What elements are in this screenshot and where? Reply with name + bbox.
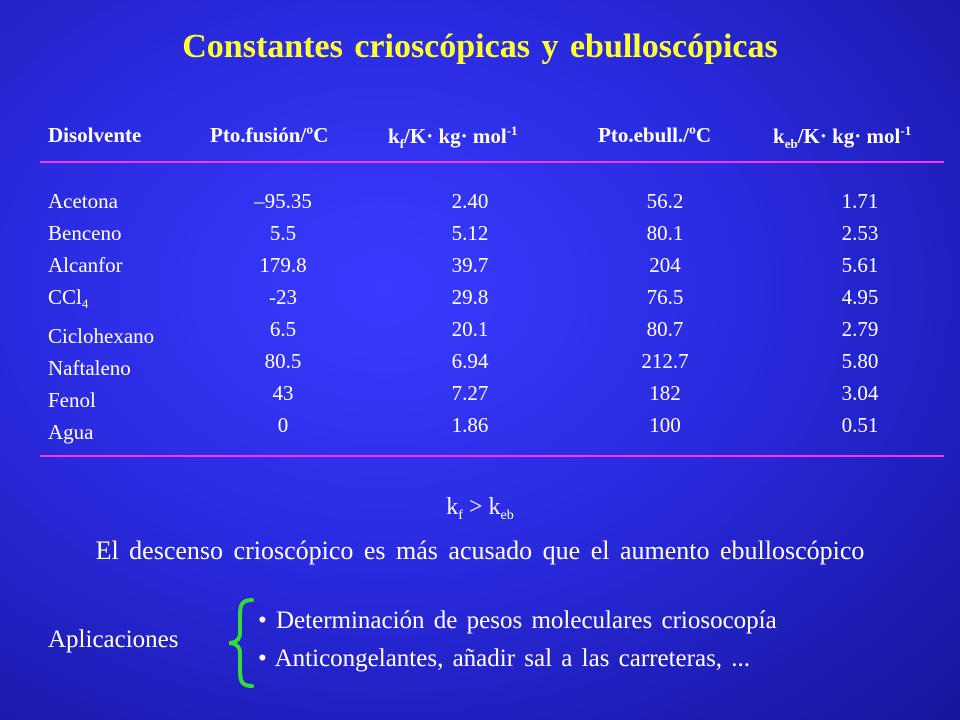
table-cell: 80.1: [646, 221, 684, 245]
table-cell: 5.61: [841, 253, 879, 277]
table-cell: Alcanfor: [48, 253, 123, 277]
table-cell: 29.8: [451, 285, 489, 309]
column-melting-point: [218, 185, 348, 441]
table-cell: 1.86: [451, 413, 489, 437]
slide-title: Constantes crioscópicas y ebulloscópicas: [182, 28, 778, 65]
list-item: • Determinación de pesos moleculares criosocopía: [258, 607, 777, 634]
table-cell: 80.7: [646, 317, 684, 341]
table-cell: CCl4: [48, 285, 89, 311]
table-cell: 80.5: [264, 349, 302, 373]
table-cell: 43: [272, 381, 294, 405]
conclusion-statement: El descenso crioscópico es más acusado que el aumento ebulloscópico: [95, 536, 865, 565]
table-cell: 3.04: [841, 381, 879, 405]
table-top-rule: [40, 161, 944, 163]
header-melting-point: Pto.fusión/ºC: [210, 123, 329, 147]
table-cell: 2.79: [841, 317, 879, 341]
column-keb: [795, 185, 925, 441]
table-cell: 0.51: [841, 413, 879, 437]
table-cell: 2.53: [841, 221, 879, 245]
table-cell: 76.5: [646, 285, 684, 309]
table-cell: 56.2: [646, 189, 684, 213]
column-boiling-point: [600, 185, 730, 441]
table-cell: -23: [269, 285, 297, 309]
header-solvent: Disolvente: [48, 123, 142, 147]
list-item: • Anticongelantes, añadir sal a las carreteras, ...: [258, 645, 751, 672]
table-cell: 179.8: [259, 253, 307, 277]
table-cell: 100: [649, 413, 681, 437]
table-cell: 2.40: [451, 189, 489, 213]
table-cell: 6.5: [269, 317, 297, 341]
header-kf: $k_f/K\cdot kg\cdot mol^{-1}$: [388, 123, 518, 152]
table-cell: 1.71: [841, 189, 879, 213]
table-cell: Ciclohexano: [48, 324, 155, 348]
column-kf: [405, 185, 535, 441]
curly-brace-icon: [226, 597, 256, 689]
kf-keb-relation: $k_f > k_{eb}$: [446, 494, 514, 523]
column-solvent: [48, 185, 198, 448]
table-cell: 5.80: [841, 349, 879, 373]
table-cell: Agua: [48, 420, 94, 444]
table-cell: 182: [649, 381, 681, 405]
table-cell: Fenol: [48, 388, 96, 412]
table-cell: 20.1: [451, 317, 489, 341]
table-cell: –95.35: [254, 189, 312, 213]
applications-label: Aplicaciones: [48, 626, 179, 653]
table-cell: 5.12: [451, 221, 489, 245]
table-cell: 5.5: [269, 221, 297, 245]
table-cell: 6.94: [451, 349, 489, 373]
table-cell: Benceno: [48, 221, 122, 245]
table-cell: Naftaleno: [48, 356, 131, 380]
table-bottom-rule: [40, 455, 944, 457]
table-cell: 4.95: [841, 285, 879, 309]
table-cell: 204: [649, 253, 681, 277]
table-cell: 212.7: [641, 349, 689, 373]
table-cell: 39.7: [451, 253, 489, 277]
table-cell: 0: [277, 413, 289, 437]
table-cell: 7.27: [451, 381, 489, 405]
header-boiling-point: Pto.ebull./ºC: [598, 123, 712, 147]
table-cell: Acetona: [48, 189, 118, 213]
header-keb: $k_{eb}/K\cdot kg\cdot mol^{-1}$: [773, 123, 912, 152]
applications-list: [258, 602, 777, 678]
